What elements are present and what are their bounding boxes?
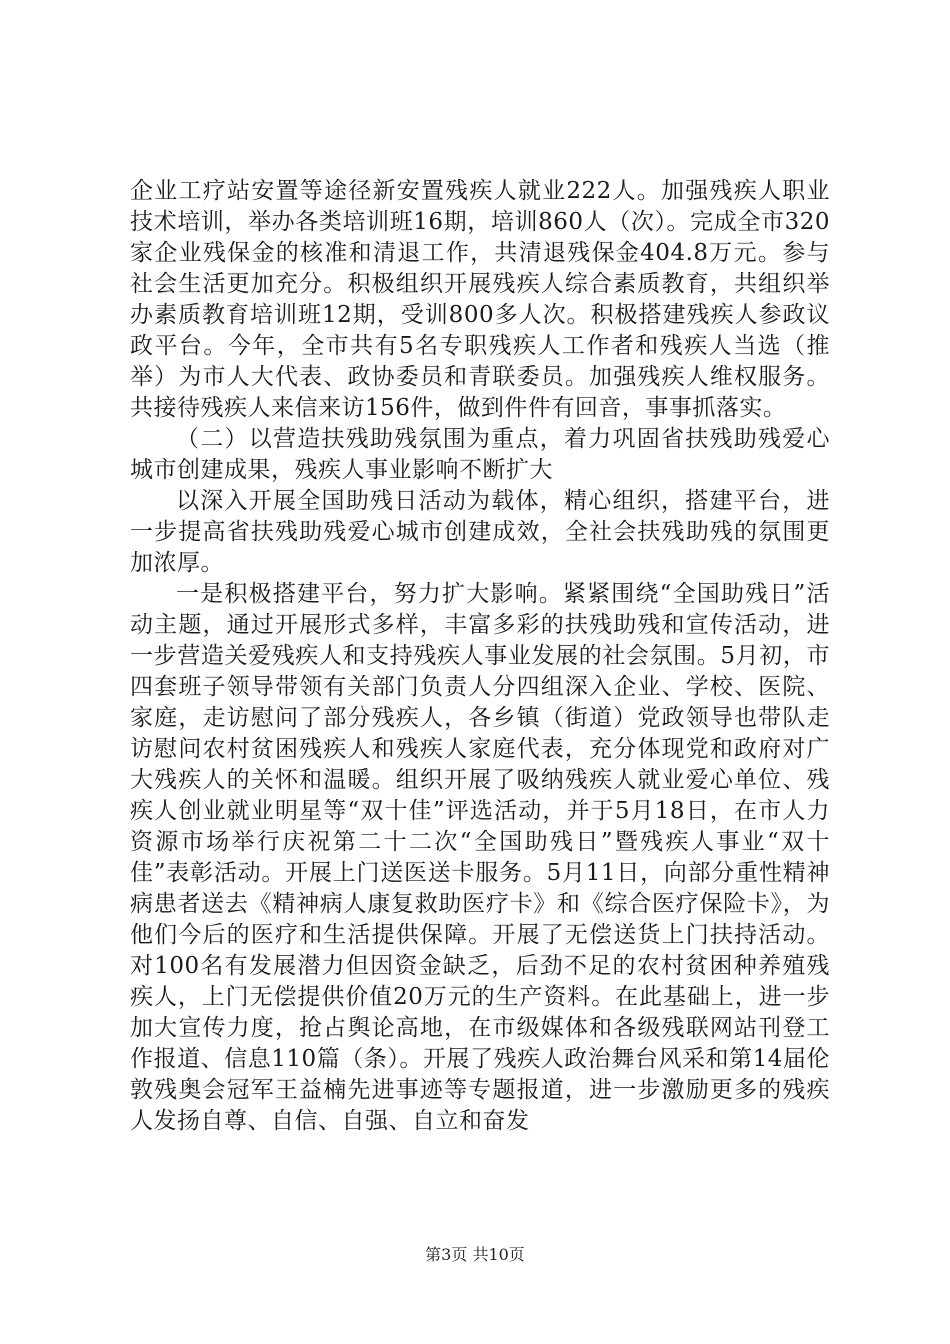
paragraph-body: 一是积极搭建平台，努力扩大影响。紧紧围绕“全国助残日”活动主题，通过开展形式多样，丰富多彩的扶残助残和宣传活动，进一步营造关爱残疾人和支持残疾人事业发展的社会氛围。5月初，市四套班子领导带领有关部门负责人分四组深入企业、学校、医院、家庭，走访慰问了部分残疾人，各乡镇（街道）党政领导也带队走访慰问农村贫困残疾人和残疾人家庭代表，充分体现党和政府对广大残疾人的关怀和温暖。组织开展了吸纳残疾人就业爱心单位、残疾人创业就业明星等“双十佳”评选活动，并于5月18日，在市人力资源市场举行庆祝第二十二次“全国助残日”暨残疾人事业“双十佳”表彰活动。开展上门送医送卡服务。5月11日，向部分重性精神病患者送去《精神病人康复救助医疗卡》和《综合医疗保险卡》，为他们今后的医疗和生活提供保障。开展了无偿送货上门扶持活动。对100名有发展潜力但因资金缺乏，后劲不足的农村贫困种养殖残疾人，上门无偿提供价值20万元的生产资料。在此基础上，进一步加大宣传力度，抢占舆论高地，在市级媒体和各级残联网站刊登工作报道、信息110篇（条）。开展了残疾人政治舞台风采和第14届伦敦残奥会冠军王益楠先进事迹等专题报道，进一步激励更多的残疾人发扬自尊、自信、自强、自立和奋发 <box>130 581 830 1134</box>
section-heading: （二）以营造扶残助残氛围为重点，着力巩固省扶残助残爱心城市创建成果，残疾人事业影响不断扩大 <box>130 426 830 483</box>
paragraph-continuation: 企业工疗站安置等途径新安置残疾人就业222人。加强残疾人职业技术培训，举办各类培训班16期，培训860人（次）。完成全市320家企业残保金的核准和清退工作，共清退残保金404.8万元。参与社会生活更加充分。积极组织开展残疾人综合素质教育，共组织举办素质教育培训班12期，受训800多人次。积极搭建残疾人参政议政平台。今年，全市共有5名专职残疾人工作者和残疾人当选（推举）为市人大代表、政协委员和青联委员。加强残疾人维权服务。共接待残疾人来信来访156件，做到件件有回音，事事抓落实。 <box>130 178 830 421</box>
page-number: 第3页 共10页 <box>425 1245 525 1264</box>
paragraph-intro: 以深入开展全国助残日活动为载体，精心组织，搭建平台，进一步提高省扶残助残爱心城市创建成效，全社会扶残助残的氛围更加浓厚。 <box>130 488 830 576</box>
document-body <box>130 176 830 1137</box>
